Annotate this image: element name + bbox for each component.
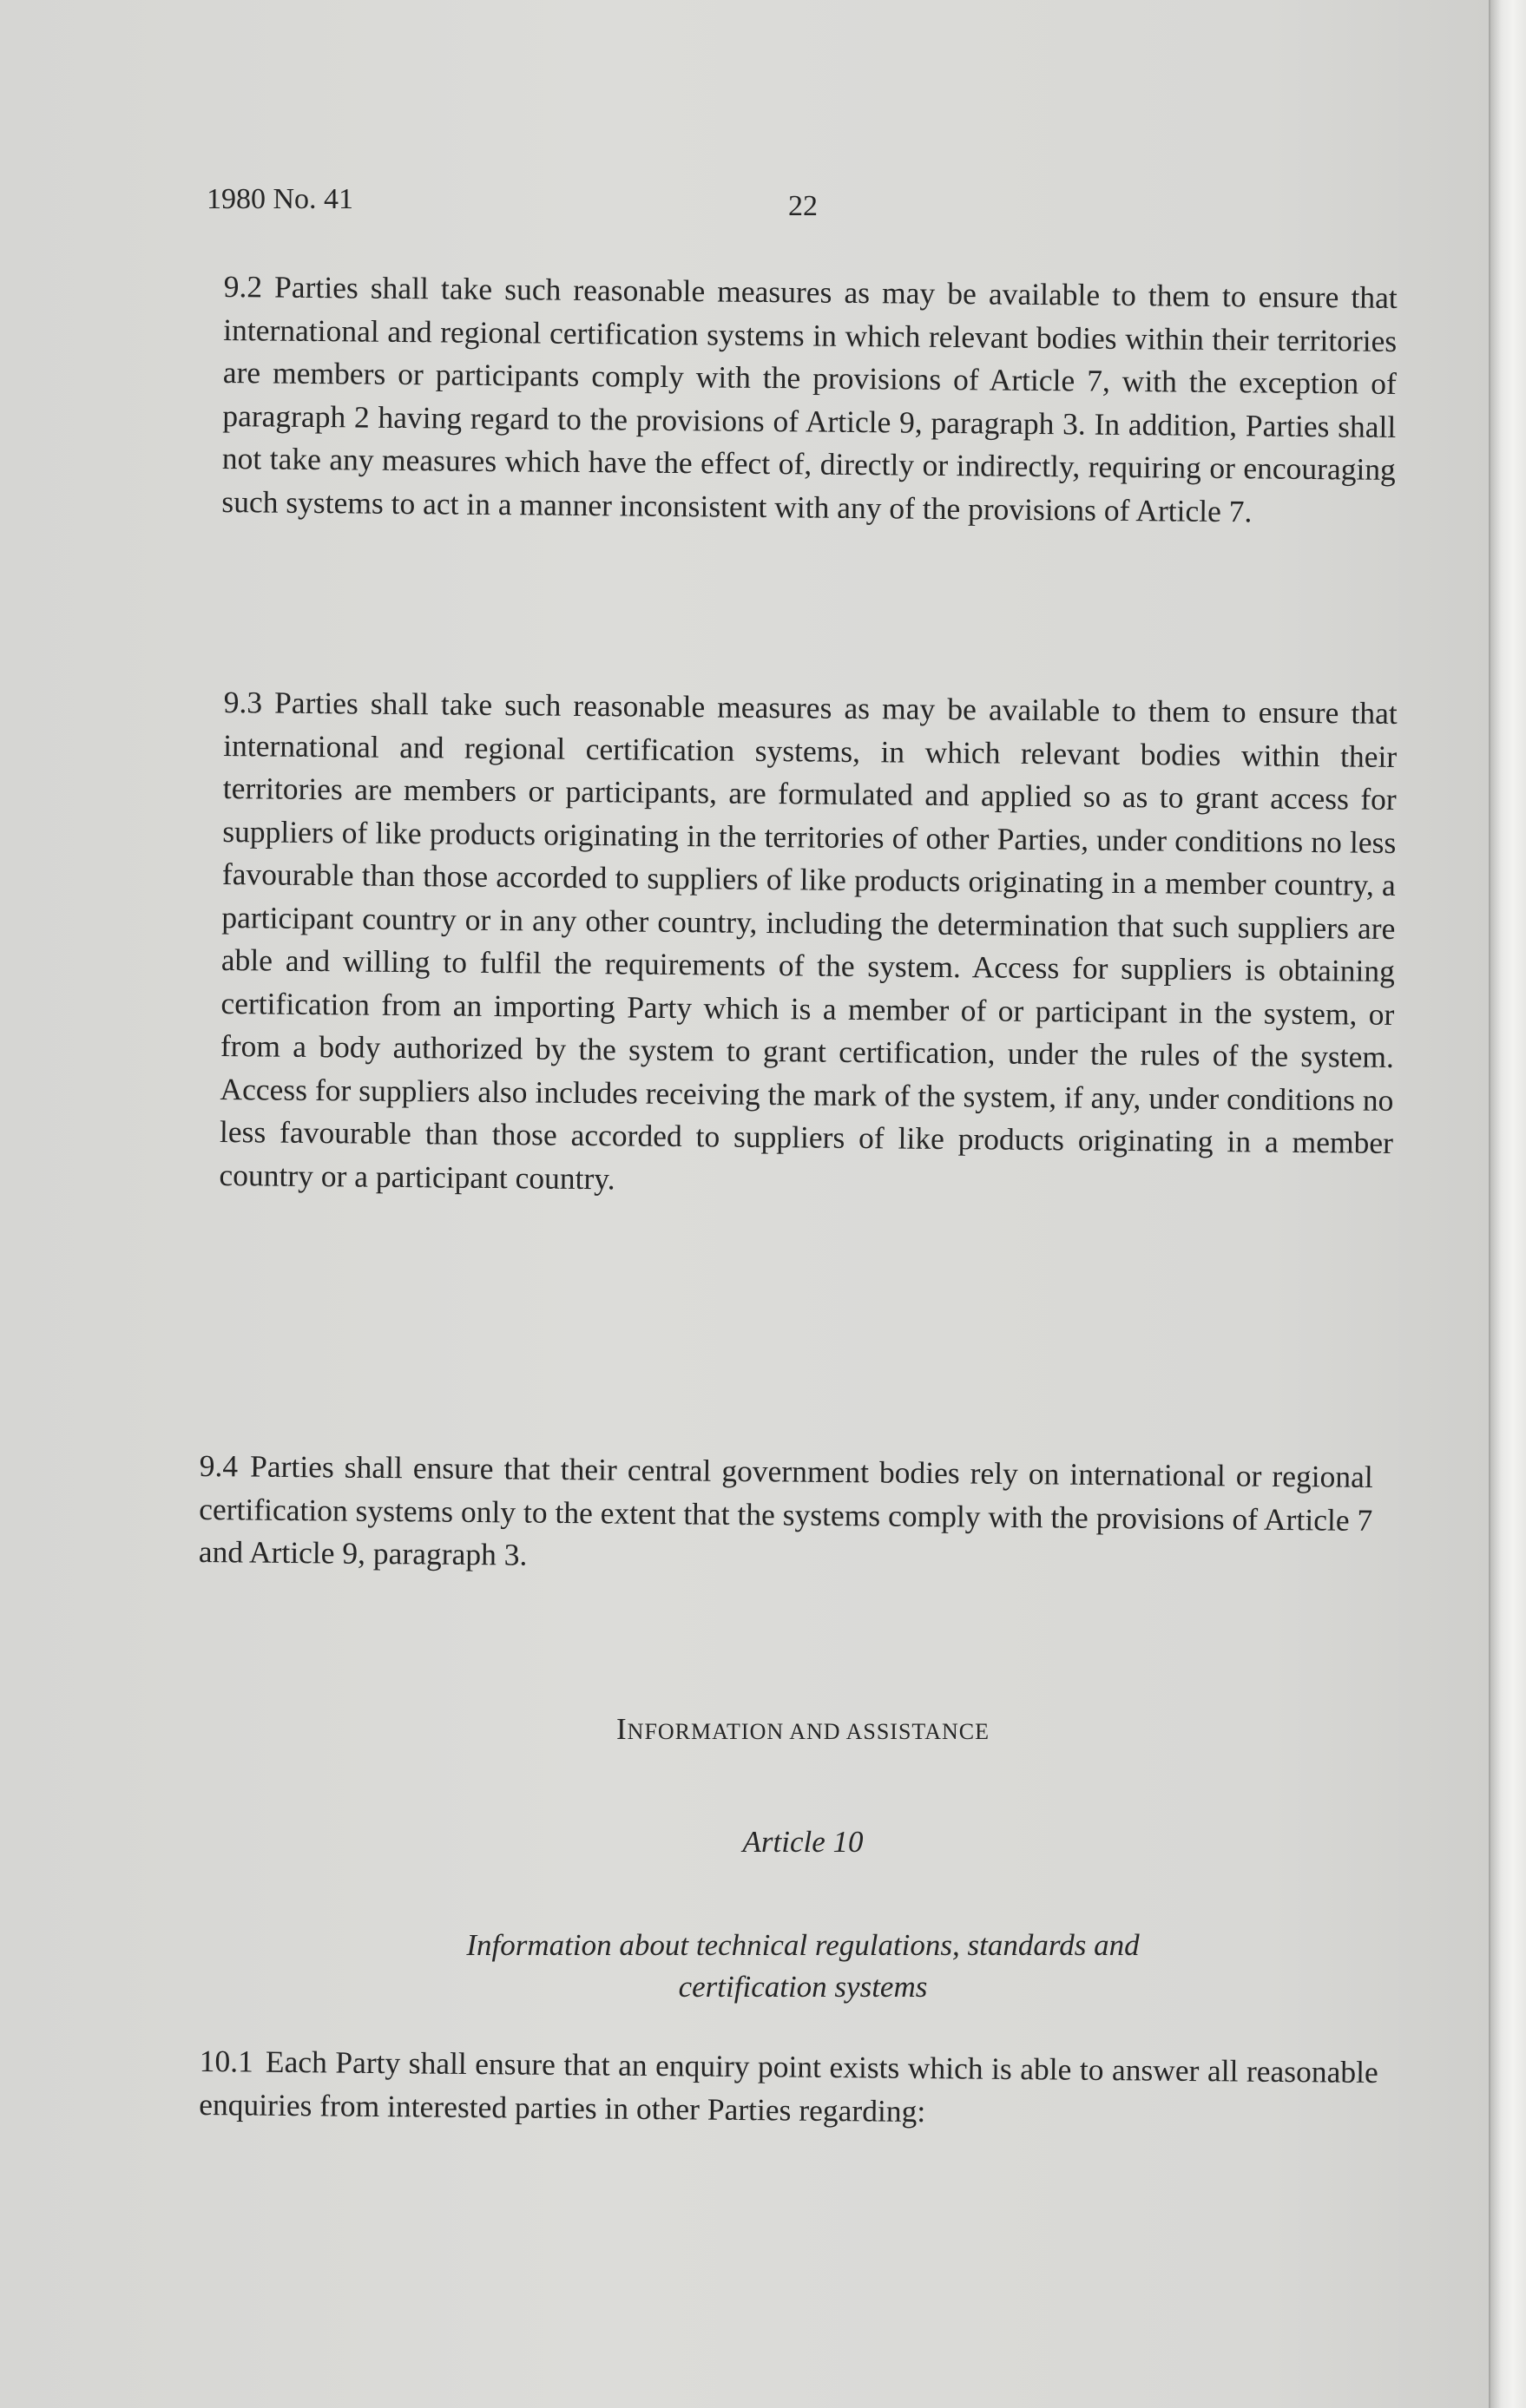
paragraph-number: 9.4 [199,1447,239,1484]
paragraph-text: Parties shall ensure that their central government bodies rely on international or regional certification systems only to the extent that the systems comply with the provisions of Article 7 and Article 9, paragraph 3. [198,1448,1373,1572]
paragraph-text: Parties shall take such reasonable measures as may be available to them to ensure that international and regional certification systems, in which relevant bodies within their territories are members or participants, are formulated and applied so as to grant access for suppliers of like products originating in the territories of other Parties, under conditions no less favourable than those accorded to suppliers of like products originating in a member country, a participant country or in any other country, including the determination that such suppliers are able and willing to fulfil the requirements of the system. Access for suppliers is obtaining certification from an importing Party which is a member of or participant in the system, or from a body authorized by the system to grant certification, under the rules of the system. Access for suppliers also includes receiving the mark of the system, if any, under conditions no less favourable than those accorded to suppliers of like products originating in a member country or a participant country. [219,685,1398,1196]
paragraph-number: 10.1 [199,2043,254,2079]
facing-page-edge [1489,0,1526,2408]
paragraph-9-2 [221,266,1398,535]
section-heading-initial: I [616,1712,628,1746]
paragraph-9-4 [199,1445,1373,1585]
section-heading-rest: NFORMATION AND ASSISTANCE [627,1719,990,1744]
article-title-line: Information about technical regulations, standards and [466,1928,1140,1962]
article-number: Article 10 [742,1825,864,1859]
paragraph-9-3 [219,681,1398,1208]
document-reference: 1980 No. 41 [207,183,354,215]
paragraph-10-1 [199,2040,1378,2137]
paragraph-number: 9.3 [223,684,263,720]
article-title [200,1925,1406,2008]
article-title-line: certification systems [678,1970,928,2004]
paragraph-number: 9.2 [223,268,263,305]
section-heading [200,1708,1406,1754]
paragraph-text: Each Party shall ensure that an enquiry point exists which is able to answer all reasonable enquiries from interested parties in other Parties regarding: [199,2044,1378,2129]
page-number: 22 [788,190,818,222]
paragraph-text: Parties shall take such reasonable measures as may be available to them to ensure that international and regional certification systems in which relevant bodies within their territories are members or participants comply with the provisions of Article 7, with the exception of paragraph 2 having regard to the provisions of Article 9, paragraph 3. In addition, Parties shall not take any measures which have the effect of, directly or indirectly, requiring or encouraging such systems to act in a manner inconsistent with any of the provisions of Article 7. [221,269,1398,528]
page-header [207,178,918,223]
